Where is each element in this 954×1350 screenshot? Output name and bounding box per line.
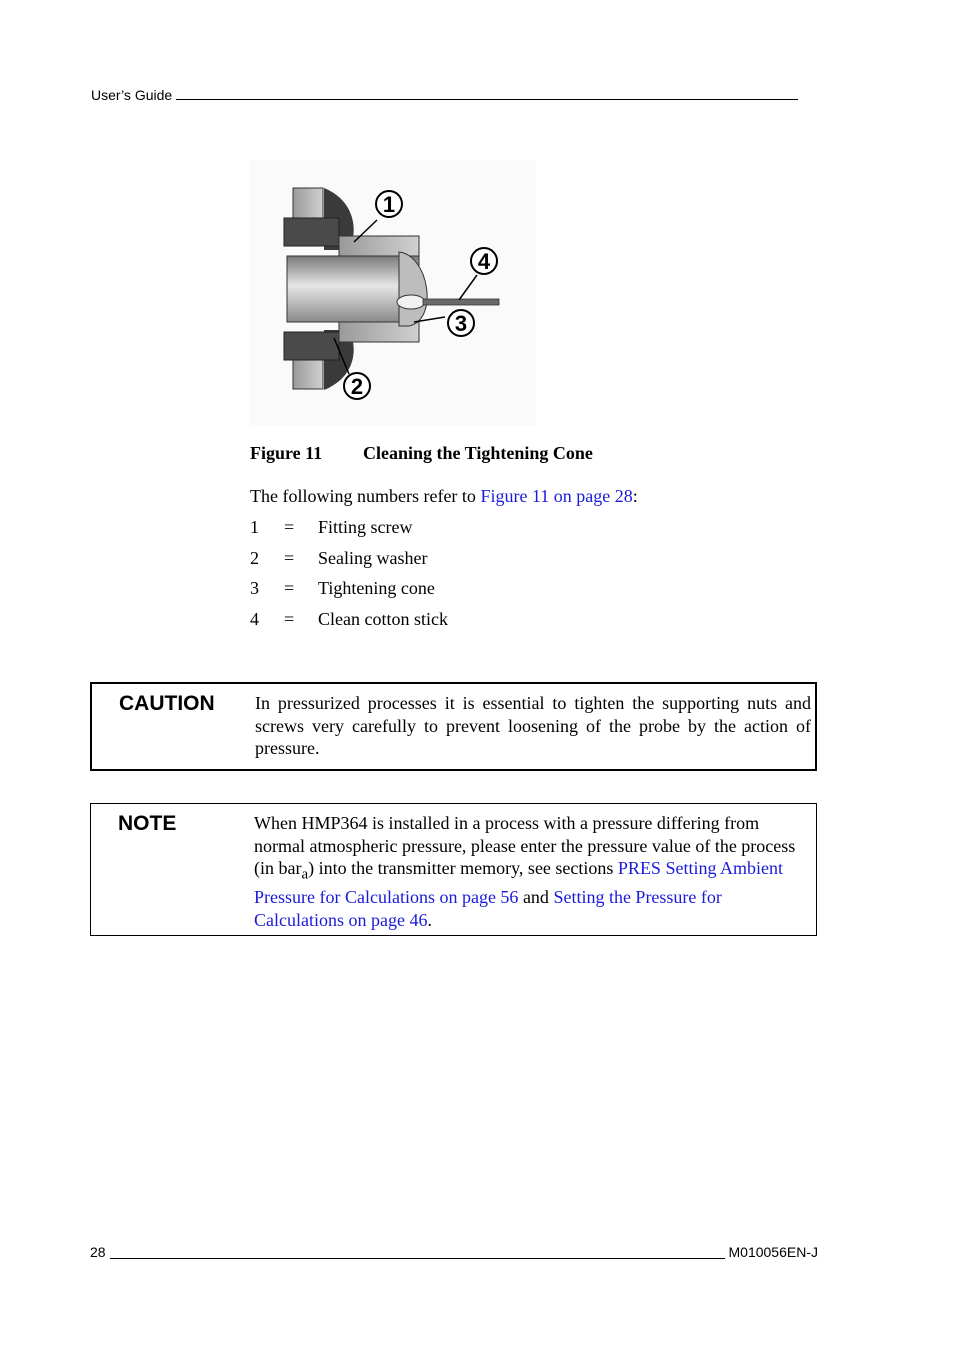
item-number: 2 bbox=[250, 547, 259, 568]
item-equals: = bbox=[284, 608, 295, 629]
callout-4 bbox=[471, 248, 497, 274]
item-text: Sealing washer bbox=[318, 547, 428, 568]
item-equals: = bbox=[284, 517, 295, 537]
item-equals: = bbox=[284, 578, 295, 598]
page-header bbox=[91, 87, 811, 103]
fitting-screw-top bbox=[284, 218, 339, 246]
item-number: 1 bbox=[250, 517, 259, 537]
cotton-stick bbox=[423, 299, 499, 305]
header-title: User’s Guide bbox=[91, 87, 173, 103]
note-text-part: When HMP364 is installed in a process with a pressure differing from normal atmospheric pressure, please enter the pressure value of the process (in bar bbox=[254, 813, 796, 878]
callout-1 bbox=[376, 191, 402, 217]
document-code: M010056EN-J bbox=[728, 1244, 818, 1260]
body-bottom bbox=[293, 356, 323, 389]
figure-caption bbox=[250, 443, 593, 464]
intro-paragraph bbox=[250, 486, 638, 507]
item-equals: = bbox=[284, 547, 295, 568]
pres-setting-link[interactable]: PRES Setting Ambient Pressure for Calculations on page 56 bbox=[254, 858, 783, 908]
list-item bbox=[250, 517, 448, 548]
svg-text:1: 1 bbox=[382, 192, 396, 217]
fitting-screw-bottom bbox=[284, 332, 339, 360]
list-item bbox=[250, 578, 448, 609]
figure-number: Figure 11 bbox=[250, 443, 323, 463]
item-text: Clean cotton stick bbox=[318, 608, 448, 629]
footer-rule bbox=[110, 1244, 725, 1259]
body-top bbox=[293, 188, 323, 221]
callout-3 bbox=[448, 310, 474, 336]
note-subscript: a bbox=[301, 866, 309, 883]
page-number: 28 bbox=[90, 1244, 106, 1260]
figure-title: Cleaning the Tightening Cone bbox=[363, 443, 593, 463]
note-label: NOTE bbox=[118, 812, 177, 835]
svg-text:3: 3 bbox=[454, 311, 468, 336]
page-footer bbox=[90, 1244, 818, 1260]
caution-label: CAUTION bbox=[119, 692, 215, 715]
list-item bbox=[250, 548, 448, 579]
item-text: Tightening cone bbox=[318, 578, 435, 598]
item-number: 4 bbox=[250, 608, 259, 629]
intro-text: The following numbers refer to bbox=[250, 486, 481, 506]
caution-box bbox=[90, 682, 817, 771]
item-text: Fitting screw bbox=[318, 517, 413, 537]
list-item bbox=[250, 609, 448, 640]
callout-2 bbox=[344, 373, 370, 399]
setting-pressure-link[interactable]: Setting the Pressure for Calculations on page 46 bbox=[254, 887, 722, 930]
cotton-tip bbox=[397, 295, 425, 309]
header-rule bbox=[176, 87, 798, 100]
svg-text:4: 4 bbox=[477, 249, 491, 274]
note-text-part: . bbox=[427, 909, 432, 930]
legend-list bbox=[250, 517, 448, 639]
note-text-part: and bbox=[518, 887, 554, 908]
cleaning-cone-figure bbox=[249, 160, 536, 425]
note-box bbox=[90, 803, 817, 936]
svg-text:2: 2 bbox=[350, 374, 364, 399]
figure-link[interactable]: Figure 11 on page 28 bbox=[480, 486, 633, 506]
note-text-part: ) into the transmitter memory, see sections bbox=[308, 858, 618, 878]
intro-colon: : bbox=[632, 486, 638, 506]
note-text bbox=[254, 812, 810, 931]
caution-text: In pressurized processes it is essential to tighten the supporting nuts and screws very carefully to prevent loosening of the probe by the action of pressure. bbox=[255, 693, 811, 758]
item-number: 3 bbox=[250, 578, 259, 598]
